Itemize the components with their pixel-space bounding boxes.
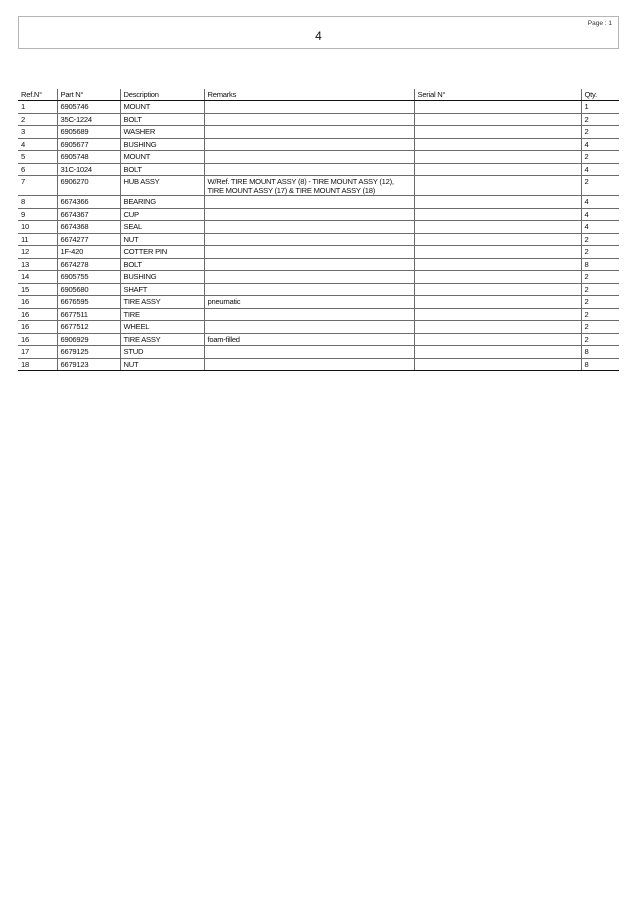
part-number-cell: 6905677 [57, 138, 120, 151]
section-number: 4 [315, 29, 322, 43]
qty-cell: 2 [581, 321, 619, 334]
ref-cell: 7 [18, 176, 57, 196]
description-cell: BOLT [120, 113, 204, 126]
qty-cell: 8 [581, 258, 619, 271]
remarks-cell [204, 208, 414, 221]
table-body [18, 101, 619, 371]
qty-cell: 2 [581, 296, 619, 309]
serial-cell [414, 163, 581, 176]
qty-cell: 1 [581, 101, 619, 114]
table-row [18, 233, 619, 246]
remarks-cell [204, 196, 414, 209]
table-row [18, 358, 619, 371]
table-row [18, 176, 619, 196]
ref-cell: 17 [18, 346, 57, 359]
table-row [18, 333, 619, 346]
ref-cell: 8 [18, 196, 57, 209]
table-row [18, 283, 619, 296]
part-number-cell: 6906929 [57, 333, 120, 346]
description-cell: BUSHING [120, 271, 204, 284]
table-row [18, 196, 619, 209]
ref-cell: 18 [18, 358, 57, 371]
description-cell: NUT [120, 233, 204, 246]
part-number-cell: 6905689 [57, 126, 120, 139]
serial-cell [414, 283, 581, 296]
ref-cell: 2 [18, 113, 57, 126]
description-cell: WHEEL [120, 321, 204, 334]
part-number-cell: 6674278 [57, 258, 120, 271]
part-number-cell: 6674277 [57, 233, 120, 246]
table-row [18, 271, 619, 284]
ref-cell: 16 [18, 296, 57, 309]
remarks-cell [204, 101, 414, 114]
table-row [18, 296, 619, 309]
description-cell: SEAL [120, 221, 204, 234]
table-header [18, 89, 619, 101]
table-row [18, 138, 619, 151]
remarks-cell [204, 283, 414, 296]
description-cell: BOLT [120, 258, 204, 271]
part-number-cell: 35C-1224 [57, 113, 120, 126]
qty-cell: 2 [581, 176, 619, 196]
remarks-cell [204, 258, 414, 271]
serial-cell [414, 271, 581, 284]
qty-cell: 2 [581, 233, 619, 246]
remarks-cell [204, 221, 414, 234]
qty-cell: 4 [581, 138, 619, 151]
description-cell: CUP [120, 208, 204, 221]
part-number-cell: 6674366 [57, 196, 120, 209]
table-row [18, 126, 619, 139]
column-header-part: Part N° [57, 89, 120, 101]
ref-cell: 10 [18, 221, 57, 234]
qty-cell: 4 [581, 221, 619, 234]
part-number-cell: 6906270 [57, 176, 120, 196]
table-row [18, 208, 619, 221]
column-header-qty: Qty. [581, 89, 619, 101]
ref-cell: 4 [18, 138, 57, 151]
serial-cell [414, 333, 581, 346]
table-row [18, 321, 619, 334]
part-number-cell: 6905755 [57, 271, 120, 284]
ref-cell: 5 [18, 151, 57, 164]
table-row [18, 101, 619, 114]
part-number-cell: 31C-1024 [57, 163, 120, 176]
part-number-cell: 6677511 [57, 308, 120, 321]
part-number-cell: 6905746 [57, 101, 120, 114]
table-row [18, 346, 619, 359]
remarks-cell [204, 126, 414, 139]
description-cell: NUT [120, 358, 204, 371]
part-number-cell: 6676595 [57, 296, 120, 309]
column-header-ref: Ref.N° [18, 89, 57, 101]
part-number-cell: 1F-420 [57, 246, 120, 259]
remarks-cell: pneumatic [204, 296, 414, 309]
serial-cell [414, 358, 581, 371]
column-header-remarks: Remarks [204, 89, 414, 101]
remarks-cell [204, 163, 414, 176]
column-header-serial: Serial N° [414, 89, 581, 101]
serial-cell [414, 151, 581, 164]
table-row [18, 246, 619, 259]
remarks-cell [204, 308, 414, 321]
ref-cell: 16 [18, 333, 57, 346]
ref-cell: 15 [18, 283, 57, 296]
part-number-cell: 6905748 [57, 151, 120, 164]
ref-cell: 1 [18, 101, 57, 114]
qty-cell: 2 [581, 271, 619, 284]
description-cell: TIRE ASSY [120, 296, 204, 309]
qty-cell: 4 [581, 196, 619, 209]
description-cell: SHAFT [120, 283, 204, 296]
table-row [18, 151, 619, 164]
serial-cell [414, 321, 581, 334]
qty-cell: 2 [581, 246, 619, 259]
remarks-cell [204, 151, 414, 164]
table-row [18, 221, 619, 234]
description-cell: TIRE [120, 308, 204, 321]
description-cell: HUB ASSY [120, 176, 204, 196]
part-number-cell: 6674368 [57, 221, 120, 234]
serial-cell [414, 208, 581, 221]
part-number-cell: 6905680 [57, 283, 120, 296]
serial-cell [414, 346, 581, 359]
description-cell: WASHER [120, 126, 204, 139]
part-number-cell: 6674367 [57, 208, 120, 221]
page-header [18, 16, 619, 49]
header-row [18, 89, 619, 101]
remarks-cell [204, 113, 414, 126]
table-row [18, 163, 619, 176]
table-row [18, 308, 619, 321]
remarks-cell: foam-filled [204, 333, 414, 346]
remarks-cell [204, 358, 414, 371]
page-indicator: Page : 1 [587, 20, 612, 27]
qty-cell: 2 [581, 113, 619, 126]
description-cell: COTTER PIN [120, 246, 204, 259]
remarks-cell [204, 138, 414, 151]
serial-cell [414, 113, 581, 126]
qty-cell: 4 [581, 208, 619, 221]
serial-cell [414, 246, 581, 259]
part-number-cell: 6677512 [57, 321, 120, 334]
serial-cell [414, 221, 581, 234]
qty-cell: 8 [581, 346, 619, 359]
serial-cell [414, 308, 581, 321]
parts-table [18, 89, 619, 371]
ref-cell: 6 [18, 163, 57, 176]
serial-cell [414, 126, 581, 139]
remarks-cell: W/Ref. TIRE MOUNT ASSY (8) - TIRE MOUNT ASSY (12), TIRE MOUNT ASSY (17) & TIRE MOUNT ASSY (18) [204, 176, 414, 196]
ref-cell: 14 [18, 271, 57, 284]
description-cell: TIRE ASSY [120, 333, 204, 346]
description-cell: BUSHING [120, 138, 204, 151]
part-number-cell: 6679125 [57, 346, 120, 359]
column-header-description: Description [120, 89, 204, 101]
qty-cell: 2 [581, 126, 619, 139]
ref-cell: 12 [18, 246, 57, 259]
description-cell: MOUNT [120, 101, 204, 114]
ref-cell: 9 [18, 208, 57, 221]
description-cell: STUD [120, 346, 204, 359]
qty-cell: 2 [581, 308, 619, 321]
serial-cell [414, 258, 581, 271]
serial-cell [414, 233, 581, 246]
qty-cell: 8 [581, 358, 619, 371]
remarks-cell [204, 321, 414, 334]
description-cell: BOLT [120, 163, 204, 176]
table-row [18, 258, 619, 271]
ref-cell: 11 [18, 233, 57, 246]
qty-cell: 2 [581, 283, 619, 296]
ref-cell: 16 [18, 308, 57, 321]
remarks-cell [204, 346, 414, 359]
ref-cell: 13 [18, 258, 57, 271]
part-number-cell: 6679123 [57, 358, 120, 371]
qty-cell: 2 [581, 333, 619, 346]
remarks-cell [204, 233, 414, 246]
remarks-cell [204, 246, 414, 259]
ref-cell: 3 [18, 126, 57, 139]
qty-cell: 4 [581, 163, 619, 176]
description-cell: BEARING [120, 196, 204, 209]
remarks-cell [204, 271, 414, 284]
description-cell: MOUNT [120, 151, 204, 164]
serial-cell [414, 101, 581, 114]
ref-cell: 16 [18, 321, 57, 334]
qty-cell: 2 [581, 151, 619, 164]
serial-cell [414, 296, 581, 309]
table-row [18, 113, 619, 126]
serial-cell [414, 176, 581, 196]
serial-cell [414, 196, 581, 209]
serial-cell [414, 138, 581, 151]
